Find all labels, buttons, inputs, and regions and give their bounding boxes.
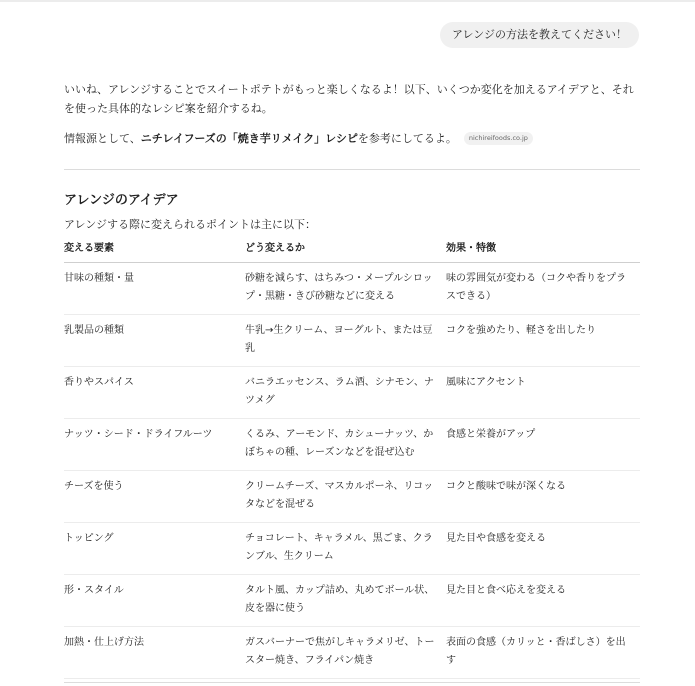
section-heading: アレンジのアイデア [64,193,179,208]
table-cell: 風味にアクセント [446,367,640,419]
source-paragraph [64,129,640,148]
table-cell: 乳製品の種類 [64,315,245,367]
table-cell: チョコレート、キャラメル、黒ごま、クランブル、生クリーム [245,523,446,575]
source-bold-title: ニチレイフーズの「焼き芋リメイク」レシピ [140,132,358,145]
source-prefix: 情報源として、 [64,132,141,145]
table-header-row [64,239,640,263]
table-cell: コクと酸味で味が深くなる [446,471,640,523]
table-row [64,523,640,575]
source-citation-chip[interactable]: nichireifoods.co.jp [464,132,533,145]
table-cell: 見た目と食べ応えを変える [446,575,640,627]
user-message-text: アレンジの方法を教えてください！ [451,28,627,41]
table-header-cell: 変える要素 [64,239,245,263]
table-cell: ナッツ・シード・ドライフルーツ [64,419,245,471]
table-cell: トッピング [64,523,245,575]
table-cell: 牛乳→生クリーム、ヨーグルト、または豆乳 [245,315,446,367]
table-cell: 食感と栄養がアップ [446,419,640,471]
table-row [64,419,640,471]
table-cell: クリームチーズ、マスカルポーネ、リコッタなどを混ぜる [245,471,446,523]
table-cell: 表面の食感（カリッと・香ばしさ）を出す [446,627,640,679]
table-cell: タルト風、カップ詰め、丸めてボール状、皮を器に使う [245,575,446,627]
table-header-cell: 効果・特徴 [446,239,640,263]
section-divider [64,169,640,170]
assistant-response [64,80,640,679]
table-cell: 形・スタイル [64,575,245,627]
table-row [64,627,640,679]
table-cell: 砂糖を減らす、はちみつ・メープルシロップ・黒糖・きび砂糖などに変える [245,263,446,315]
table-cell: くるみ、アーモンド、カシューナッツ、かぼちゃの種、レーズンなどを混ぜ込む [245,419,446,471]
table-row [64,575,640,627]
source-suffix: を参考にしてるよ。 [357,132,457,145]
table-cell: 見た目や食感を変える [446,523,640,575]
bottom-divider [64,682,640,683]
table-cell: 香りやスパイス [64,367,245,419]
table-cell: コクを強めたり、軽さを出したり [446,315,640,367]
table-cell: 加熱・仕上げ方法 [64,627,245,679]
table-cell: チーズを使う [64,471,245,523]
table-cell: バニラエッセンス、ラム酒、シナモン、ナツメグ [245,367,446,419]
intro-paragraph: いいね、アレンジすることでスイートポテトがもっと楽しくなるよ！以下、いくつか変化を加えるアイデアと、それを使った具体的なレシピ案を紹介するね。 [64,83,634,115]
user-message-bubble [440,22,639,48]
arrangement-table [64,239,640,679]
table-row [64,263,640,315]
table-row [64,367,640,419]
table-cell: ガスバーナーで焦がしキャラメリゼ、トースター焼き、フライパン焼き [245,627,446,679]
table-cell: 味の雰囲気が変わる（コクや香りをプラスできる） [446,263,640,315]
table-header-cell: どう変えるか [245,239,446,263]
table-row [64,315,640,367]
table-cell: 甘味の種類・量 [64,263,245,315]
section-subtext: アレンジする際に変えられるポイントは主に以下： [64,218,317,231]
table-row [64,471,640,523]
